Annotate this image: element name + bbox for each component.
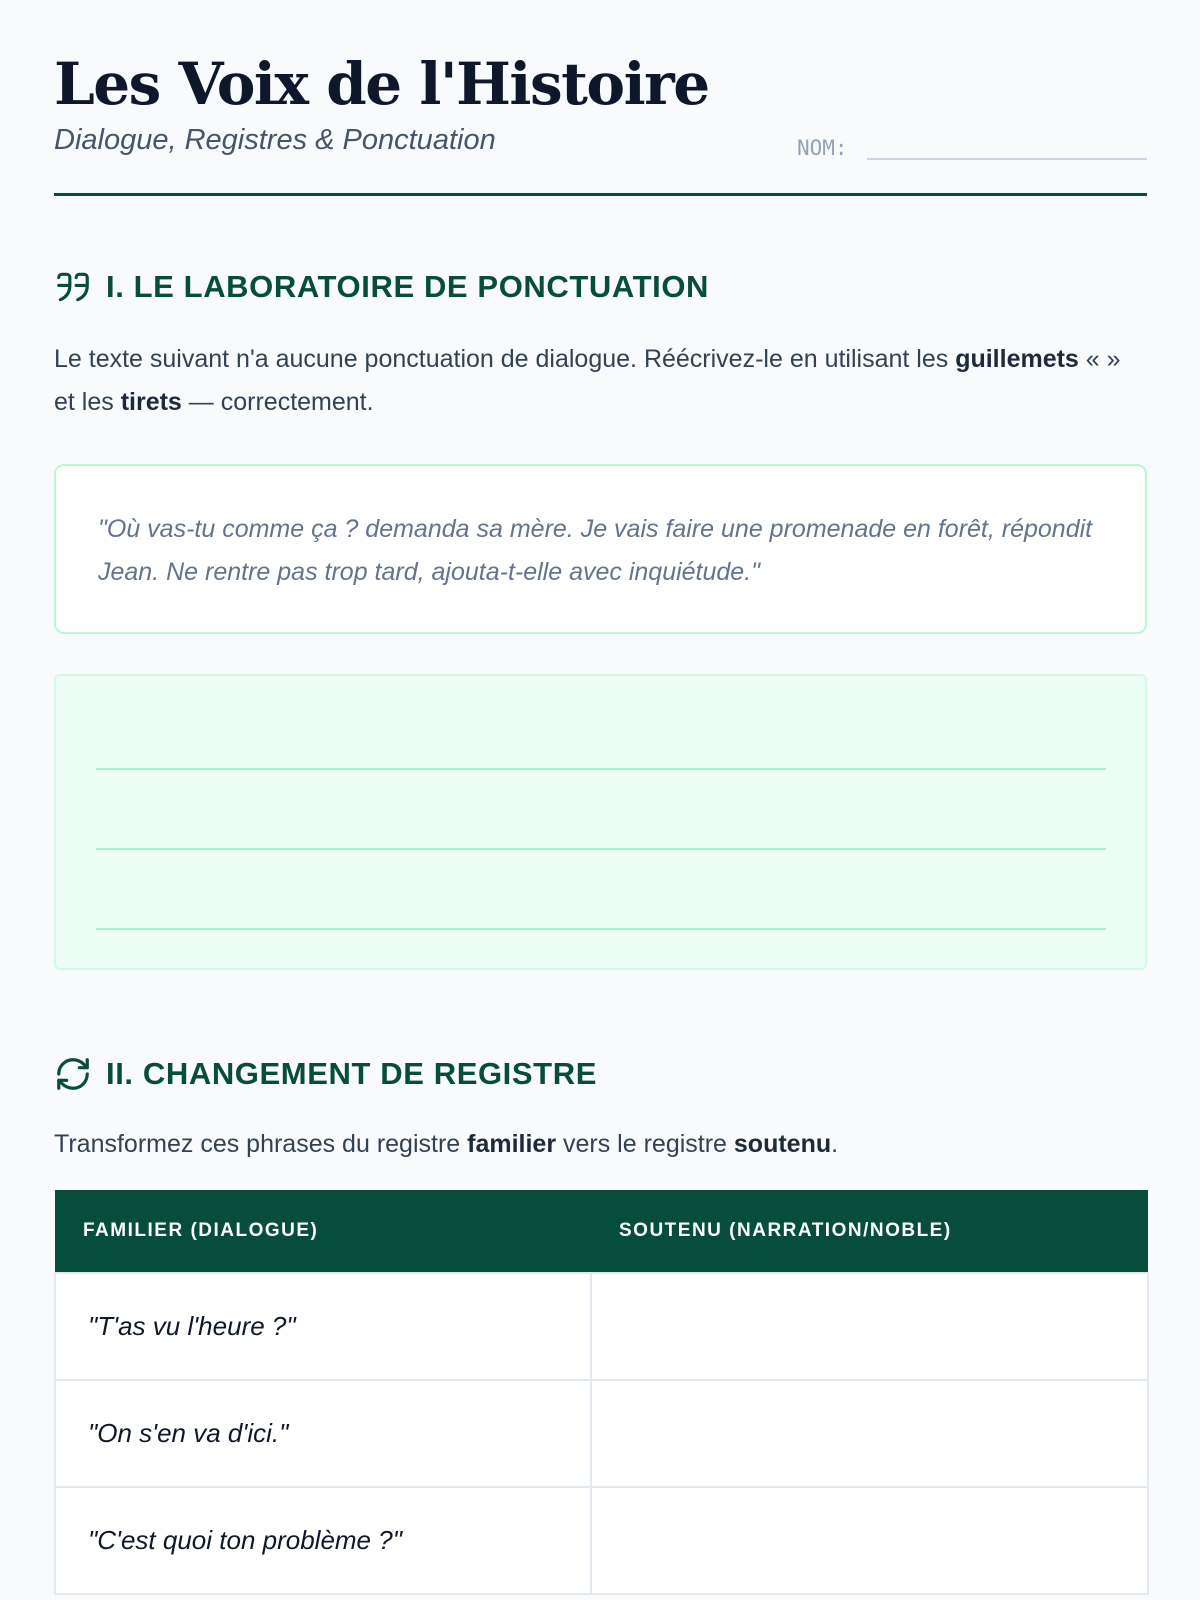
register-table [54,1190,1149,1595]
instructions-emphasis: tirets [120,388,182,416]
table-row [55,1380,1148,1487]
familier-phrase: "C'est quoi ton problème ?" [55,1487,591,1594]
section-2-heading [54,1055,597,1093]
answer-area[interactable] [54,674,1147,970]
page-subtitle: Dialogue, Registres & Ponctuation [54,124,496,156]
table-header-row [55,1190,1148,1273]
page-title: Les Voix de l'Histoire [54,50,709,118]
name-field[interactable] [867,158,1147,160]
table-row [55,1487,1148,1594]
instructions-text: . [831,1130,839,1158]
writing-line [96,768,1106,770]
instructions-text: — correctement. [181,388,374,416]
section-1-title: I. LE LABORATOIRE DE PONCTUATION [106,269,710,304]
source-text-box [54,464,1147,634]
column-header-familier: FAMILIER (DIALOGUE) [55,1190,591,1273]
quote-icon [54,268,92,306]
instructions-emphasis: guillemets [955,345,1079,373]
section-2-instructions [54,1123,1147,1166]
soutenu-answer-cell[interactable] [591,1273,1148,1380]
soutenu-answer-cell[interactable] [591,1380,1148,1487]
familier-phrase: "On s'en va d'ici." [55,1380,591,1487]
worksheet-header [54,0,1147,196]
familier-phrase: "T'as vu l'heure ?" [55,1273,591,1380]
name-label: NOM: [797,136,848,160]
instructions-text: Transformez ces phrases du registre [54,1130,468,1158]
instructions-text: « » et les [54,345,1121,416]
refresh-icon [54,1055,92,1093]
soutenu-answer-cell[interactable] [591,1487,1148,1594]
instructions-emphasis: familier [467,1130,557,1158]
table-row [55,1273,1148,1380]
column-header-soutenu: SOUTENU (NARRATION/NOBLE) [591,1190,1148,1273]
writing-line [96,848,1106,850]
section-1-instructions [54,338,1147,424]
instructions-text: Le texte suivant n'a aucune ponctuation de dialogue. Réécrivez-le en utilisant les [54,345,956,373]
instructions-text: vers le registre [556,1130,734,1158]
source-text: "Où vas-tu comme ça ? demanda sa mère. Je vais faire une promenade en forêt, répondit Jean. Ne rentre pas trop tard, ajouta-t-elle avec inquiétude." [98,515,1093,586]
instructions-emphasis: soutenu [733,1130,832,1158]
section-2-title: II. CHANGEMENT DE REGISTRE [106,1056,597,1091]
section-1-heading [54,268,709,306]
writing-line [96,928,1106,930]
